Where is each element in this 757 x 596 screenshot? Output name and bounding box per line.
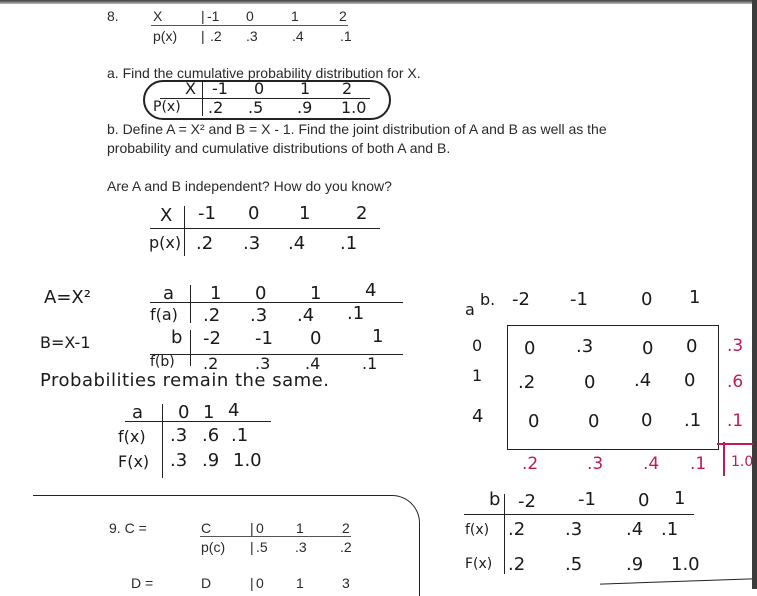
hw-cdf-value: .5 bbox=[565, 554, 583, 575]
hw-col-total: .4 bbox=[643, 454, 660, 474]
separator: | bbox=[250, 539, 254, 555]
hw-joint-col-header: -2 bbox=[512, 289, 530, 310]
hw-x-value: 0 bbox=[248, 203, 260, 224]
hw-cdf-value: .9 bbox=[297, 98, 313, 117]
c-prompt: 9. C = bbox=[109, 520, 147, 536]
c-value: 1 bbox=[296, 520, 304, 536]
c-value: 0 bbox=[256, 520, 264, 536]
hw-a-value: 0 bbox=[255, 283, 267, 304]
separator: | bbox=[250, 575, 254, 591]
hw-joint-cell: 0 bbox=[528, 411, 540, 432]
d-prompt: D = bbox=[131, 575, 154, 591]
problem-number: 8. bbox=[107, 8, 119, 24]
hw-x-value: -1 bbox=[198, 203, 216, 224]
hw-joint-col-header: 1 bbox=[689, 287, 701, 308]
hw-f-value: .6 bbox=[202, 425, 220, 446]
hw-b-value: 0 bbox=[638, 490, 650, 511]
hw-divider bbox=[190, 285, 191, 323]
hw-joint-b-label: b. bbox=[480, 290, 496, 309]
hw-cdf-value: .5 bbox=[248, 98, 264, 117]
part-b-prompt-line2: probability and cumulative distributions of both A and B. bbox=[107, 140, 451, 156]
hw-a-value: 4 bbox=[228, 400, 240, 421]
hw-f-value: .3 bbox=[170, 425, 188, 446]
hw-b-value: -1 bbox=[255, 328, 273, 349]
hw-a-value: 1 bbox=[203, 402, 215, 423]
hw-cdf-value: .3 bbox=[170, 450, 188, 471]
hw-x-value: 2 bbox=[356, 203, 368, 224]
hw-joint-cell: 0 bbox=[642, 338, 654, 359]
hw-cdf-value: .2 bbox=[208, 98, 224, 117]
p-value: .5 bbox=[256, 539, 268, 555]
hw-x-label: X bbox=[160, 205, 173, 226]
hw-f-value: .3 bbox=[255, 354, 271, 373]
hw-f-value: .4 bbox=[626, 519, 644, 540]
hw-x-label: X bbox=[185, 79, 196, 98]
p-value: .2 bbox=[210, 28, 222, 44]
hw-f-value: .2 bbox=[203, 354, 219, 373]
window-top-edge bbox=[0, 0, 757, 4]
hw-x-value: 1 bbox=[299, 203, 311, 224]
hw-joint-a-label: a bbox=[465, 300, 475, 319]
hw-cdf-value: 1.0 bbox=[233, 450, 262, 471]
hw-joint-cell: 0 bbox=[684, 370, 696, 391]
hw-b-label: b bbox=[171, 327, 183, 348]
hw-col-total: .3 bbox=[587, 454, 604, 474]
hw-joint-col-header: 0 bbox=[641, 289, 653, 310]
hw-row-total: .1 bbox=[727, 411, 744, 431]
d-value: 0 bbox=[256, 575, 264, 591]
x-value: -1 bbox=[207, 8, 220, 24]
hw-b-value: -1 bbox=[578, 489, 596, 510]
p-value: .2 bbox=[340, 539, 352, 555]
hw-f-value: .3 bbox=[565, 519, 583, 540]
hw-joint-col-header: -1 bbox=[570, 289, 588, 310]
c-value: 2 bbox=[342, 520, 350, 536]
hw-f-value: .1 bbox=[362, 354, 378, 373]
part-a-prompt: a. Find the cumulative probability distribution for X. bbox=[107, 65, 421, 81]
hw-cdf-label: F(x) bbox=[118, 452, 150, 471]
c-label: C bbox=[201, 520, 212, 536]
x-value: 1 bbox=[291, 8, 299, 24]
hw-f-label: f(a) bbox=[150, 305, 178, 324]
hw-cdf-value: .2 bbox=[508, 554, 526, 575]
hw-f-value: .4 bbox=[305, 354, 321, 373]
hw-total-rule bbox=[717, 443, 753, 445]
hw-f-value: .3 bbox=[250, 305, 268, 326]
hw-total-divider bbox=[723, 442, 725, 476]
hw-p-value: .4 bbox=[288, 233, 306, 254]
hw-underline bbox=[600, 578, 752, 584]
p-value: .3 bbox=[246, 28, 258, 44]
separator: | bbox=[201, 28, 205, 44]
hw-divider bbox=[190, 330, 191, 366]
hw-joint-cell: .3 bbox=[576, 336, 594, 357]
hw-a-value: 4 bbox=[365, 280, 377, 301]
hw-divider bbox=[202, 82, 203, 116]
hw-b-value: 1 bbox=[372, 326, 384, 347]
hw-a-label: a bbox=[163, 283, 175, 304]
hw-joint-cell: .2 bbox=[518, 372, 536, 393]
separator: | bbox=[201, 8, 205, 24]
hw-note: Probabilities remain the same. bbox=[40, 370, 330, 391]
hw-p-value: .1 bbox=[340, 233, 358, 254]
hw-f-label: f(b) bbox=[150, 354, 175, 370]
p-value: .1 bbox=[340, 28, 352, 44]
p-value: .3 bbox=[295, 539, 307, 555]
hw-rule bbox=[125, 421, 271, 422]
p-label: p(c) bbox=[201, 539, 226, 555]
hw-divider bbox=[504, 494, 505, 574]
hw-divider bbox=[162, 404, 163, 478]
hw-cdf-label: F(x) bbox=[465, 556, 493, 572]
hw-p-value: .2 bbox=[196, 233, 214, 254]
hw-p-label: P(x) bbox=[153, 99, 181, 115]
hw-x-value: 1 bbox=[300, 79, 311, 98]
hw-b-value: 0 bbox=[310, 328, 322, 349]
hw-b-value: -2 bbox=[203, 328, 221, 349]
hw-col-total: .1 bbox=[690, 454, 707, 474]
hw-a-definition: A=X² bbox=[44, 287, 91, 308]
hw-a-value: 1 bbox=[210, 283, 222, 304]
hw-row-total: .3 bbox=[727, 336, 744, 356]
hw-a-value: 0 bbox=[178, 402, 190, 423]
hw-joint-cell: 0 bbox=[686, 336, 698, 357]
hw-bracket bbox=[33, 495, 420, 596]
p-value: .4 bbox=[292, 28, 304, 44]
hw-cdf-value: .9 bbox=[626, 554, 644, 575]
hw-f-value: .1 bbox=[661, 519, 679, 540]
x-value: 0 bbox=[246, 8, 254, 24]
hw-f-value: .1 bbox=[231, 425, 249, 446]
hw-joint-cell: 0 bbox=[584, 372, 596, 393]
hw-f-value: .2 bbox=[203, 305, 221, 326]
d-value: 3 bbox=[342, 575, 350, 591]
hw-rule bbox=[150, 302, 403, 303]
hw-f-label: f(x) bbox=[118, 427, 146, 446]
part-b-prompt-line1: b. Define A = X² and B = X - 1. Find the joint distribution of A and B as well as the bbox=[107, 121, 607, 137]
hw-cdf-value: .9 bbox=[202, 450, 220, 471]
d-label: D bbox=[201, 575, 212, 591]
hw-x-value: -1 bbox=[212, 79, 228, 98]
window-right-edge bbox=[752, 0, 757, 589]
hw-col-total: .2 bbox=[522, 454, 539, 474]
hw-joint-row-header: 0 bbox=[472, 336, 483, 355]
hw-joint-cell: 0 bbox=[588, 411, 600, 432]
hw-cdf-value: 1.0 bbox=[341, 98, 367, 117]
table-rule bbox=[200, 536, 351, 537]
separator: | bbox=[250, 520, 254, 536]
hw-joint-cell: .1 bbox=[684, 410, 702, 431]
hw-joint-cell: 0 bbox=[524, 338, 536, 359]
hw-cdf-value: 1.0 bbox=[671, 554, 700, 575]
hw-a-value: 1 bbox=[310, 283, 322, 304]
hw-row-total: .6 bbox=[727, 372, 744, 392]
table-rule bbox=[151, 25, 348, 26]
hw-joint-cell: 0 bbox=[641, 410, 653, 431]
x-label: X bbox=[153, 8, 163, 24]
hw-a-label: a bbox=[132, 402, 144, 423]
hw-rule bbox=[464, 514, 694, 515]
hw-grand-total: 1.0 bbox=[731, 454, 754, 470]
hw-x-value: 0 bbox=[254, 79, 265, 98]
hw-p-value: .3 bbox=[243, 233, 261, 254]
d-value: 1 bbox=[296, 575, 304, 591]
hw-b-label: b bbox=[489, 489, 501, 510]
hw-joint-row-header: 4 bbox=[472, 406, 484, 427]
hw-f-value: .2 bbox=[508, 519, 526, 540]
hw-divider bbox=[184, 206, 185, 256]
independence-question: Are A and B independent? How do you know? bbox=[107, 178, 392, 194]
x-value: 2 bbox=[339, 8, 347, 24]
hw-b-value: -2 bbox=[518, 491, 536, 512]
hw-b-value: 1 bbox=[674, 488, 686, 509]
hw-rule bbox=[150, 228, 380, 229]
hw-f-value: .1 bbox=[347, 303, 365, 324]
hw-joint-row-header: 1 bbox=[472, 366, 483, 385]
p-label: p(x) bbox=[153, 28, 178, 44]
hw-f-label: f(x) bbox=[465, 522, 490, 538]
hw-p-label: p(x) bbox=[149, 233, 182, 252]
hw-x-value: 2 bbox=[342, 79, 353, 98]
hw-rule bbox=[160, 98, 370, 99]
hw-b-definition: B=X-1 bbox=[40, 333, 91, 352]
hw-f-value: .4 bbox=[297, 305, 315, 326]
hw-joint-cell: .4 bbox=[634, 370, 652, 391]
